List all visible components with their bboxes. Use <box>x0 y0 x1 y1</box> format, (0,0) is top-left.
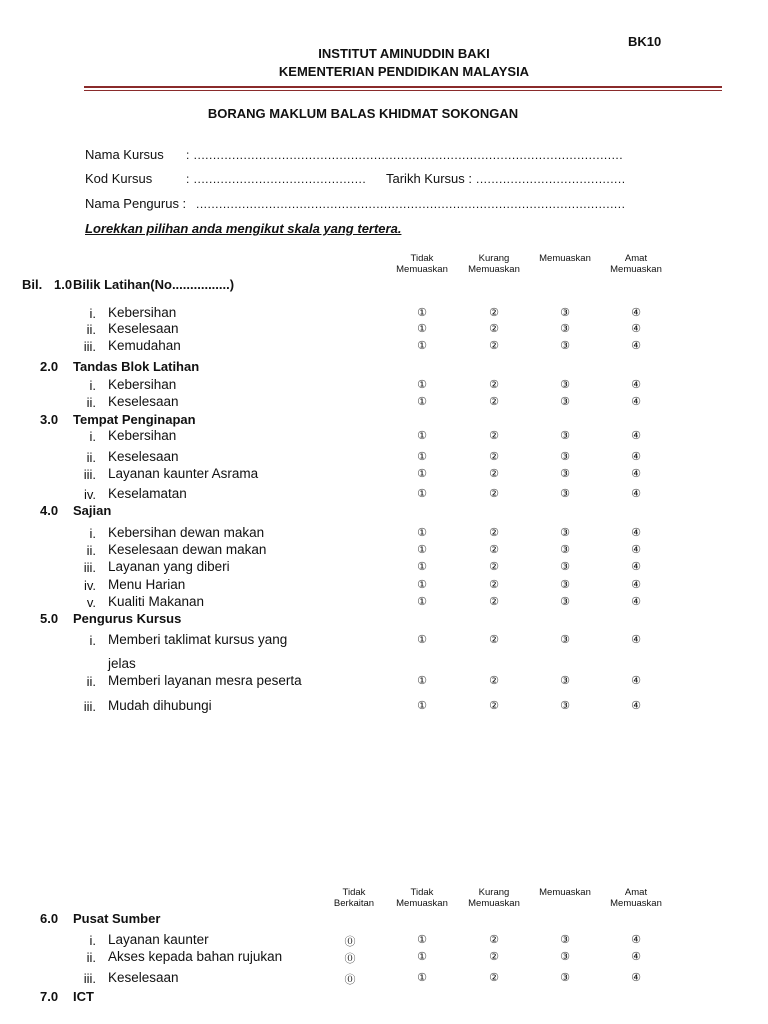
section-number: 4.0 <box>40 503 59 518</box>
item-number: ii. <box>86 950 96 965</box>
item-number: i. <box>89 378 96 393</box>
rating-option-3[interactable]: ③ <box>560 379 570 391</box>
section-number: 5.0 <box>40 611 59 626</box>
rating-option-1[interactable]: ① <box>417 700 427 712</box>
item-number: ii. <box>86 322 96 337</box>
rating-option-1[interactable]: ① <box>417 561 427 573</box>
rating-option-2[interactable]: ② <box>489 430 499 442</box>
rating-option-3[interactable]: ③ <box>560 468 570 480</box>
bil-header: Bil. <box>22 277 43 292</box>
rating-option-4[interactable]: ④ <box>631 307 641 319</box>
rating-option-4[interactable]: ④ <box>631 972 641 984</box>
rating-option-2[interactable]: ② <box>489 379 499 391</box>
section-title: Bilik Latihan(No................) <box>73 277 235 292</box>
rating-option-2[interactable]: ② <box>489 596 499 608</box>
institution-name: INSTITUT AMINUDDIN BAKI <box>318 46 490 61</box>
item-label: Keselesaan <box>108 394 179 409</box>
rating-option-1[interactable]: ① <box>417 675 427 687</box>
rating-option-0[interactable]: ⓪ <box>344 974 356 986</box>
rating-option-3[interactable]: ③ <box>560 596 570 608</box>
item-label-continued: jelas <box>108 656 136 671</box>
item-label: Keselesaan <box>108 970 179 985</box>
item-number: ii. <box>86 543 96 558</box>
item-label: Kemudahan <box>108 338 181 353</box>
header-memuaskan-2: Memuaskan <box>539 887 591 898</box>
rating-option-1[interactable]: ① <box>417 596 427 608</box>
item-number: iii. <box>83 467 96 482</box>
header-tidak-memuaskan-2: Tidak Memuaskan <box>396 887 448 909</box>
section-title: ICT <box>73 989 94 1004</box>
item-label: Kualiti Makanan <box>108 594 205 609</box>
rating-option-2[interactable]: ② <box>489 468 499 480</box>
instruction-text: Lorekkan pilihan anda mengikut skala yang tertera. <box>85 221 402 236</box>
item-number: iv. <box>83 578 96 593</box>
rating-option-3[interactable]: ③ <box>560 396 570 408</box>
rating-option-2[interactable]: ② <box>489 340 499 352</box>
rating-option-2[interactable]: ② <box>489 488 499 500</box>
rating-option-1[interactable]: ① <box>417 527 427 539</box>
item-label: Memberi layanan mesra peserta <box>108 673 302 688</box>
header-tidak-berkaitan: Tidak Berkaitan <box>333 887 375 909</box>
header-kurang-memuaskan-2: Kurang Memuaskan <box>468 887 520 909</box>
item-label: Menu Harian <box>108 577 186 592</box>
rating-option-1[interactable]: ① <box>417 934 427 946</box>
rating-option-4[interactable]: ④ <box>631 396 641 408</box>
rating-option-2[interactable]: ② <box>489 934 499 946</box>
rating-option-3[interactable]: ③ <box>560 307 570 319</box>
item-label: Mudah dihubungi <box>108 698 212 713</box>
rating-option-1[interactable]: ① <box>417 634 427 646</box>
item-number: iii. <box>83 971 96 986</box>
rating-option-3[interactable]: ③ <box>560 579 570 591</box>
item-label: Kebersihan dewan makan <box>108 525 265 540</box>
rating-option-4[interactable]: ④ <box>631 488 641 500</box>
form-title: BORANG MAKLUM BALAS KHIDMAT SOKONGAN <box>207 106 519 121</box>
section-number: 6.0 <box>40 911 59 926</box>
rating-option-1[interactable]: ① <box>417 451 427 463</box>
item-label: Kebersihan <box>108 377 177 392</box>
kod-kursus-label: Kod Kursus <box>85 171 153 186</box>
rating-option-2[interactable]: ② <box>489 675 499 687</box>
item-number: i. <box>89 526 96 541</box>
rating-option-2[interactable]: ② <box>489 972 499 984</box>
rating-option-0[interactable]: ⓪ <box>344 936 356 948</box>
item-number: ii. <box>86 674 96 689</box>
header-amat-memuaskan-2: Amat Memuaskan <box>610 887 662 909</box>
rating-option-3[interactable]: ③ <box>560 323 570 335</box>
rating-option-2[interactable]: ② <box>489 561 499 573</box>
item-label: Kebersihan <box>108 305 177 320</box>
rating-option-4[interactable]: ④ <box>631 951 641 963</box>
rating-option-4[interactable]: ④ <box>631 379 641 391</box>
rating-option-4[interactable]: ④ <box>631 700 641 712</box>
section-number: 2.0 <box>40 359 59 374</box>
rating-option-4[interactable]: ④ <box>631 579 641 591</box>
rating-option-4[interactable]: ④ <box>631 451 641 463</box>
rating-option-1[interactable]: ① <box>417 340 427 352</box>
rating-option-2[interactable]: ② <box>489 544 499 556</box>
rating-option-2[interactable]: ② <box>489 451 499 463</box>
header-amat-memuaskan: Amat Memuaskan <box>610 253 662 275</box>
section-title: Tempat Penginapan <box>73 412 196 427</box>
rating-option-1[interactable]: ① <box>417 468 427 480</box>
rating-option-2[interactable]: ② <box>489 323 499 335</box>
header-rule-thin <box>84 90 722 91</box>
item-number: iii. <box>83 560 96 575</box>
rating-option-3[interactable]: ③ <box>560 430 570 442</box>
rating-option-3[interactable]: ③ <box>560 561 570 573</box>
section-title: Sajian <box>73 503 112 518</box>
item-number: i. <box>89 633 96 648</box>
nama-pengurus-field[interactable]: ................................................................................................................ <box>196 197 626 211</box>
header-kurang-memuaskan: Kurang Memuaskan <box>468 253 520 275</box>
rating-option-3[interactable]: ③ <box>560 700 570 712</box>
rating-option-4[interactable]: ④ <box>631 934 641 946</box>
section-title: Tandas Blok Latihan <box>73 359 200 374</box>
rating-option-2[interactable]: ② <box>489 951 499 963</box>
item-label: Kebersihan <box>108 428 177 443</box>
item-number: iii. <box>83 339 96 354</box>
item-label: Akses kepada bahan rujukan <box>108 949 283 964</box>
item-label: Layanan yang diberi <box>108 559 230 574</box>
rating-option-3[interactable]: ③ <box>560 544 570 556</box>
rating-option-1[interactable]: ① <box>417 430 427 442</box>
rating-option-4[interactable]: ④ <box>631 596 641 608</box>
item-number: i. <box>89 933 96 948</box>
rating-option-2[interactable]: ② <box>489 307 499 319</box>
rating-option-2[interactable]: ② <box>489 700 499 712</box>
document-code: BK10 <box>628 34 662 49</box>
rating-option-2[interactable]: ② <box>489 527 499 539</box>
rating-option-1[interactable]: ① <box>417 972 427 984</box>
rating-option-3[interactable]: ③ <box>560 934 570 946</box>
item-number: i. <box>89 429 96 444</box>
rating-option-2[interactable]: ② <box>489 396 499 408</box>
rating-option-3[interactable]: ③ <box>560 451 570 463</box>
rating-option-1[interactable]: ① <box>417 379 427 391</box>
item-number: ii. <box>86 450 96 465</box>
rating-option-3[interactable]: ③ <box>560 972 570 984</box>
nama-pengurus-label: Nama Pengurus : <box>85 196 187 211</box>
rating-option-0[interactable]: ⓪ <box>344 953 356 965</box>
rating-option-4[interactable]: ④ <box>631 544 641 556</box>
rating-option-3[interactable]: ③ <box>560 527 570 539</box>
item-number: ii. <box>86 395 96 410</box>
rating-option-1[interactable]: ① <box>417 396 427 408</box>
item-label: Keselesaan <box>108 321 179 336</box>
item-label: Keselesaan <box>108 449 179 464</box>
section-number: 3.0 <box>40 412 59 427</box>
section-number: 1.0 <box>54 277 73 292</box>
rating-option-4[interactable]: ④ <box>631 527 641 539</box>
rating-option-3[interactable]: ③ <box>560 634 570 646</box>
tarikh-kursus-label: Tarikh Kursus : <box>386 171 472 186</box>
header-memuaskan: Memuaskan <box>539 253 591 264</box>
section-number: 7.0 <box>40 989 59 1004</box>
kod-kursus-field[interactable]: : ............................................. <box>186 172 367 186</box>
ministry-name: KEMENTERIAN PENDIDIKAN MALAYSIA <box>278 64 530 79</box>
rating-option-2[interactable]: ② <box>489 634 499 646</box>
rating-option-3[interactable]: ③ <box>560 675 570 687</box>
item-number: v. <box>86 595 96 610</box>
rating-option-1[interactable]: ① <box>417 951 427 963</box>
rating-option-1[interactable]: ① <box>417 544 427 556</box>
rating-option-4[interactable]: ④ <box>631 468 641 480</box>
rating-option-3[interactable]: ③ <box>560 340 570 352</box>
rating-option-1[interactable]: ① <box>417 488 427 500</box>
rating-option-1[interactable]: ① <box>417 307 427 319</box>
item-label: Layanan kaunter <box>108 932 209 947</box>
header-rule-thick <box>84 86 722 88</box>
rating-option-3[interactable]: ③ <box>560 951 570 963</box>
section-title: Pengurus Kursus <box>73 611 182 626</box>
header-tidak-memuaskan: Tidak Memuaskan <box>396 253 448 275</box>
tarikh-kursus-field[interactable]: ....................................... <box>476 172 626 186</box>
rating-option-4[interactable]: ④ <box>631 430 641 442</box>
rating-option-3[interactable]: ③ <box>560 488 570 500</box>
item-label: Memberi taklimat kursus yang <box>108 632 288 647</box>
item-number: iv. <box>83 487 96 502</box>
rating-option-2[interactable]: ② <box>489 579 499 591</box>
rating-option-4[interactable]: ④ <box>631 561 641 573</box>
rating-option-4[interactable]: ④ <box>631 675 641 687</box>
rating-option-4[interactable]: ④ <box>631 340 641 352</box>
rating-option-4[interactable]: ④ <box>631 323 641 335</box>
nama-kursus-field[interactable]: : ................................................................................................................ <box>186 148 624 162</box>
item-number: i. <box>89 306 96 321</box>
rating-option-4[interactable]: ④ <box>631 634 641 646</box>
item-number: iii. <box>83 699 96 714</box>
rating-option-1[interactable]: ① <box>417 323 427 335</box>
item-label: Keselamatan <box>108 486 187 501</box>
rating-option-1[interactable]: ① <box>417 579 427 591</box>
section-title: Pusat Sumber <box>73 911 161 926</box>
item-label: Layanan kaunter Asrama <box>108 466 259 481</box>
item-label: Keselesaan dewan makan <box>108 542 267 557</box>
nama-kursus-label: Nama Kursus <box>85 147 164 162</box>
